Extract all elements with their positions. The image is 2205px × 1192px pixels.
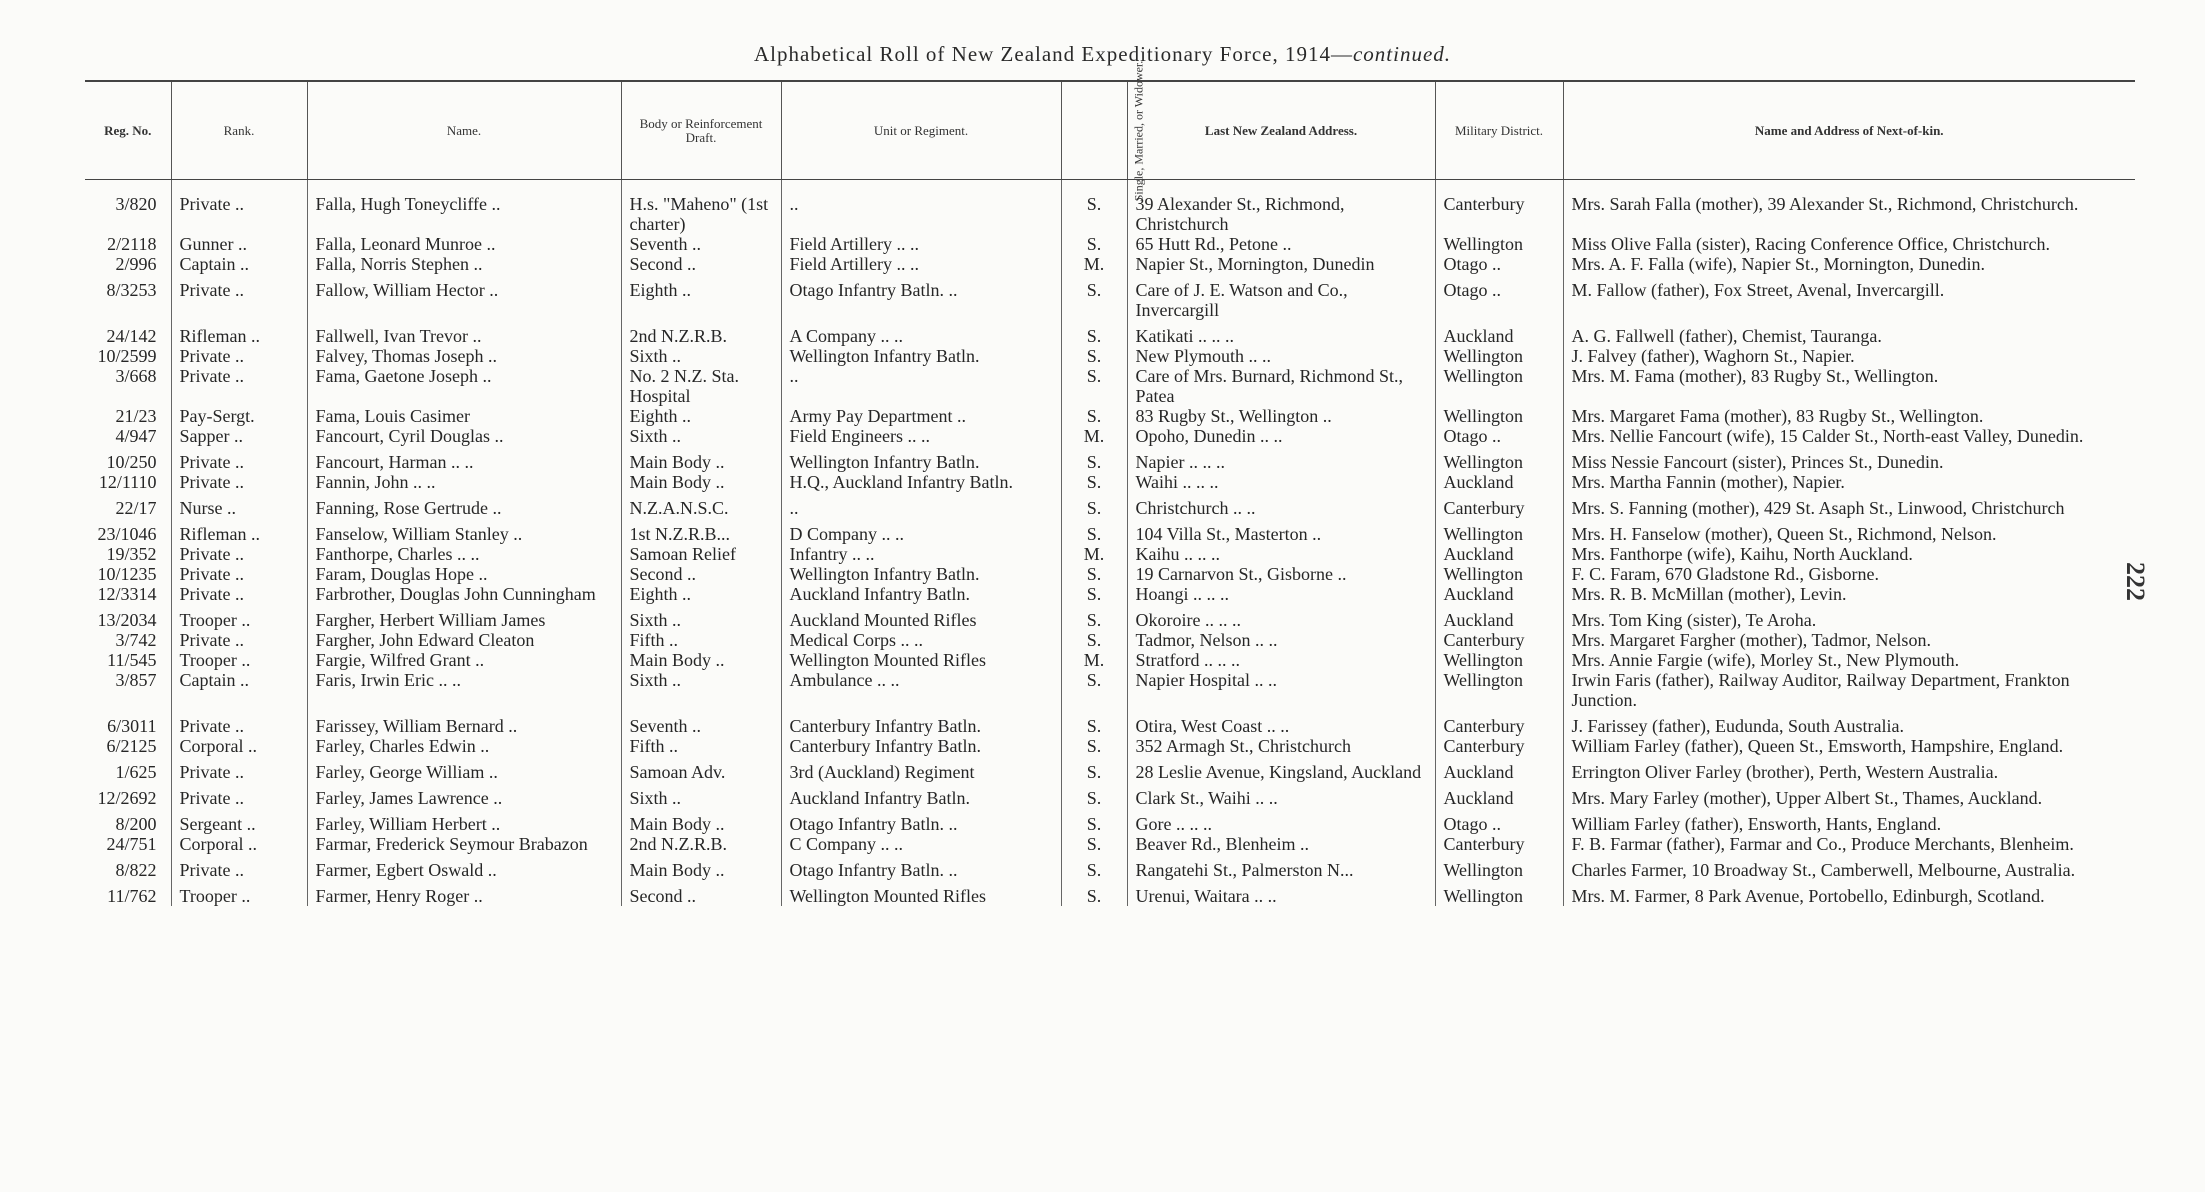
cell-next-of-kin: J. Farissey (father), Eudunda, South Australia. bbox=[1563, 710, 2135, 736]
cell-rank: Private .. bbox=[171, 756, 307, 782]
cell-address: Gore .. .. .. bbox=[1127, 808, 1435, 834]
cell-address: Napier .. .. .. bbox=[1127, 446, 1435, 472]
cell-unit: Infantry .. .. bbox=[781, 544, 1061, 564]
cell-name: Farbrother, Douglas John Cunningham bbox=[307, 584, 621, 604]
cell-rank: Private .. bbox=[171, 544, 307, 564]
table-row bbox=[85, 710, 2135, 736]
cell-status: M. bbox=[1061, 650, 1127, 670]
cell-rank: Trooper .. bbox=[171, 880, 307, 906]
cell-status: M. bbox=[1061, 254, 1127, 274]
cell-next-of-kin: F. C. Faram, 670 Gladstone Rd., Gisborne. bbox=[1563, 564, 2135, 584]
table-row bbox=[85, 630, 2135, 650]
cell-draft: H.s. "Maheno" (1st charter) bbox=[621, 180, 781, 235]
cell-name: Fargher, John Edward Cleaton bbox=[307, 630, 621, 650]
cell-district: Otago .. bbox=[1435, 254, 1563, 274]
cell-address: Care of Mrs. Burnard, Richmond St., Patea bbox=[1127, 366, 1435, 406]
cell-rank: Rifleman .. bbox=[171, 320, 307, 346]
cell-address: Christchurch .. .. bbox=[1127, 492, 1435, 518]
cell-name: Fallow, William Hector .. bbox=[307, 274, 621, 320]
cell-status: S. bbox=[1061, 472, 1127, 492]
cell-status: S. bbox=[1061, 584, 1127, 604]
cell-next-of-kin: Mrs. Sarah Falla (mother), 39 Alexander St., Richmond, Christchurch. bbox=[1563, 180, 2135, 235]
cell-draft: Sixth .. bbox=[621, 670, 781, 710]
cell-address: 83 Rugby St., Wellington .. bbox=[1127, 406, 1435, 426]
cell-draft: Fifth .. bbox=[621, 630, 781, 650]
cell-draft: Main Body .. bbox=[621, 854, 781, 880]
cell-name: Fama, Gaetone Joseph .. bbox=[307, 366, 621, 406]
header-row bbox=[85, 81, 2135, 180]
cell-address: Otira, West Coast .. .. bbox=[1127, 710, 1435, 736]
cell-name: Falla, Norris Stephen .. bbox=[307, 254, 621, 274]
cell-district: Wellington bbox=[1435, 366, 1563, 406]
cell-rank: Captain .. bbox=[171, 670, 307, 710]
cell-reg-no: 19/352 bbox=[106, 544, 157, 564]
table-row bbox=[85, 564, 2135, 584]
cell-district: Canterbury bbox=[1435, 736, 1563, 756]
cell-next-of-kin: Mrs. Margaret Fargher (mother), Tadmor, Nelson. bbox=[1563, 630, 2135, 650]
cell-rank: Trooper .. bbox=[171, 650, 307, 670]
cell-rank: Nurse .. bbox=[171, 492, 307, 518]
header-status-label: Single, Married, or Widower. bbox=[1130, 60, 1145, 201]
cell-next-of-kin: Charles Farmer, 10 Broadway St., Camberwell, Melbourne, Australia. bbox=[1563, 854, 2135, 880]
table-row bbox=[85, 584, 2135, 604]
cell-status: S. bbox=[1061, 782, 1127, 808]
cell-district: Auckland bbox=[1435, 584, 1563, 604]
cell-draft: Second .. bbox=[621, 564, 781, 584]
cell-address: Clark St., Waihi .. .. bbox=[1127, 782, 1435, 808]
cell-reg-no: 12/3314 bbox=[97, 584, 157, 604]
cell-reg-no: 4/947 bbox=[115, 426, 157, 446]
cell-status: S. bbox=[1061, 808, 1127, 834]
cell-draft: 1st N.Z.R.B... bbox=[621, 518, 781, 544]
cell-reg-no: 8/200 bbox=[115, 814, 157, 834]
table-row bbox=[85, 834, 2135, 854]
cell-status: S. bbox=[1061, 564, 1127, 584]
cell-next-of-kin: Mrs. Margaret Fama (mother), 83 Rugby St., Wellington. bbox=[1563, 406, 2135, 426]
cell-reg-no: 21/23 bbox=[115, 406, 157, 426]
cell-unit: .. bbox=[781, 492, 1061, 518]
cell-next-of-kin: Mrs. H. Fanselow (mother), Queen St., Richmond, Nelson. bbox=[1563, 518, 2135, 544]
cell-status: S. bbox=[1061, 446, 1127, 472]
cell-next-of-kin: Miss Nessie Fancourt (sister), Princes St., Dunedin. bbox=[1563, 446, 2135, 472]
table-row bbox=[85, 346, 2135, 366]
cell-next-of-kin: Mrs. Martha Fannin (mother), Napier. bbox=[1563, 472, 2135, 492]
cell-reg-no: 10/2599 bbox=[97, 346, 157, 366]
cell-unit: H.Q., Auckland Infantry Batln. bbox=[781, 472, 1061, 492]
table-row bbox=[85, 406, 2135, 426]
cell-address: Stratford .. .. .. bbox=[1127, 650, 1435, 670]
cell-rank: Rifleman .. bbox=[171, 518, 307, 544]
cell-district: Canterbury bbox=[1435, 834, 1563, 854]
page-title bbox=[0, 42, 2205, 67]
page-number: 222 bbox=[2121, 562, 2150, 601]
cell-draft: Eighth .. bbox=[621, 406, 781, 426]
cell-status: S. bbox=[1061, 320, 1127, 346]
cell-draft: Fifth .. bbox=[621, 736, 781, 756]
cell-draft: Seventh .. bbox=[621, 234, 781, 254]
cell-unit: 3rd (Auckland) Regiment bbox=[781, 756, 1061, 782]
cell-district: Wellington bbox=[1435, 854, 1563, 880]
cell-unit: Wellington Mounted Rifles bbox=[781, 650, 1061, 670]
cell-address: New Plymouth .. .. bbox=[1127, 346, 1435, 366]
cell-district: Wellington bbox=[1435, 446, 1563, 472]
cell-address: Okoroire .. .. .. bbox=[1127, 604, 1435, 630]
table-row bbox=[85, 854, 2135, 880]
cell-status: S. bbox=[1061, 366, 1127, 406]
table-row bbox=[85, 492, 2135, 518]
cell-name: Fanselow, William Stanley .. bbox=[307, 518, 621, 544]
cell-status: S. bbox=[1061, 492, 1127, 518]
cell-unit: Medical Corps .. .. bbox=[781, 630, 1061, 650]
table-row bbox=[85, 756, 2135, 782]
cell-draft: Sixth .. bbox=[621, 426, 781, 446]
cell-address: Napier Hospital .. .. bbox=[1127, 670, 1435, 710]
cell-unit: .. bbox=[781, 180, 1061, 235]
cell-rank: Sergeant .. bbox=[171, 808, 307, 834]
cell-district: Wellington bbox=[1435, 650, 1563, 670]
cell-unit: Canterbury Infantry Batln. bbox=[781, 736, 1061, 756]
cell-next-of-kin: Mrs. Tom King (sister), Te Aroha. bbox=[1563, 604, 2135, 630]
cell-status: S. bbox=[1061, 274, 1127, 320]
cell-draft: Main Body .. bbox=[621, 446, 781, 472]
cell-next-of-kin: Miss Olive Falla (sister), Racing Conference Office, Christchurch. bbox=[1563, 234, 2135, 254]
cell-draft: Eighth .. bbox=[621, 274, 781, 320]
cell-status: S. bbox=[1061, 756, 1127, 782]
header-reg: Reg. No. bbox=[85, 81, 171, 180]
cell-rank: Private .. bbox=[171, 782, 307, 808]
cell-unit: Otago Infantry Batln. .. bbox=[781, 854, 1061, 880]
table-row bbox=[85, 650, 2135, 670]
cell-address: Opoho, Dunedin .. .. bbox=[1127, 426, 1435, 446]
cell-district: Wellington bbox=[1435, 670, 1563, 710]
cell-district: Auckland bbox=[1435, 320, 1563, 346]
cell-reg-no: 8/3253 bbox=[106, 280, 157, 300]
header-kin: Name and Address of Next-of-kin. bbox=[1563, 81, 2135, 180]
cell-name: Farley, George William .. bbox=[307, 756, 621, 782]
cell-reg-no: 3/820 bbox=[115, 194, 157, 214]
table-row bbox=[85, 446, 2135, 472]
cell-district: Otago .. bbox=[1435, 808, 1563, 834]
cell-name: Fanning, Rose Gertrude .. bbox=[307, 492, 621, 518]
cell-status: S. bbox=[1061, 736, 1127, 756]
cell-status: S. bbox=[1061, 234, 1127, 254]
cell-draft: Sixth .. bbox=[621, 782, 781, 808]
cell-next-of-kin: J. Falvey (father), Waghorn St., Napier. bbox=[1563, 346, 2135, 366]
cell-district: Canterbury bbox=[1435, 710, 1563, 736]
cell-name: Farmer, Egbert Oswald .. bbox=[307, 854, 621, 880]
cell-next-of-kin: Mrs. Mary Farley (mother), Upper Albert St., Thames, Auckland. bbox=[1563, 782, 2135, 808]
cell-status: S. bbox=[1061, 834, 1127, 854]
roll-table bbox=[85, 60, 2135, 906]
cell-district: Otago .. bbox=[1435, 426, 1563, 446]
cell-draft: Samoan Adv. bbox=[621, 756, 781, 782]
cell-draft: Sixth .. bbox=[621, 604, 781, 630]
cell-rank: Sapper .. bbox=[171, 426, 307, 446]
header-district: Military District. bbox=[1435, 81, 1563, 180]
cell-draft: Second .. bbox=[621, 880, 781, 906]
cell-name: Farmer, Henry Roger .. bbox=[307, 880, 621, 906]
cell-reg-no: 12/1110 bbox=[98, 472, 157, 492]
roll-body bbox=[85, 180, 2135, 907]
cell-district: Auckland bbox=[1435, 544, 1563, 564]
cell-name: Farley, James Lawrence .. bbox=[307, 782, 621, 808]
cell-draft: N.Z.A.N.S.C. bbox=[621, 492, 781, 518]
cell-unit: Otago Infantry Batln. .. bbox=[781, 274, 1061, 320]
cell-draft: Eighth .. bbox=[621, 584, 781, 604]
cell-next-of-kin: Mrs. Annie Fargie (wife), Morley St., New Plymouth. bbox=[1563, 650, 2135, 670]
cell-rank: Private .. bbox=[171, 366, 307, 406]
cell-reg-no: 3/668 bbox=[115, 366, 157, 386]
cell-reg-no: 2/2118 bbox=[107, 234, 157, 254]
cell-district: Canterbury bbox=[1435, 180, 1563, 235]
cell-unit: Wellington Infantry Batln. bbox=[781, 346, 1061, 366]
cell-unit: .. bbox=[781, 366, 1061, 406]
table-row bbox=[85, 880, 2135, 906]
cell-draft: 2nd N.Z.R.B. bbox=[621, 320, 781, 346]
cell-district: Canterbury bbox=[1435, 492, 1563, 518]
cell-reg-no: 10/1235 bbox=[97, 564, 157, 584]
cell-draft: Main Body .. bbox=[621, 650, 781, 670]
cell-rank: Private .. bbox=[171, 710, 307, 736]
cell-unit: Otago Infantry Batln. .. bbox=[781, 808, 1061, 834]
table-row bbox=[85, 234, 2135, 254]
cell-address: 28 Leslie Avenue, Kingsland, Auckland bbox=[1127, 756, 1435, 782]
cell-next-of-kin: William Farley (father), Queen St., Emsworth, Hampshire, England. bbox=[1563, 736, 2135, 756]
cell-address: 39 Alexander St., Richmond, Christchurch bbox=[1127, 180, 1435, 235]
cell-reg-no: 3/857 bbox=[115, 670, 157, 690]
cell-address: Kaihu .. .. .. bbox=[1127, 544, 1435, 564]
table-row bbox=[85, 472, 2135, 492]
cell-reg-no: 2/996 bbox=[115, 254, 157, 274]
cell-status: S. bbox=[1061, 880, 1127, 906]
cell-status: S. bbox=[1061, 346, 1127, 366]
header-unit: Unit or Regiment. bbox=[781, 81, 1061, 180]
cell-district: Wellington bbox=[1435, 518, 1563, 544]
cell-next-of-kin: Mrs. S. Fanning (mother), 429 St. Asaph St., Linwood, Christchurch bbox=[1563, 492, 2135, 518]
cell-reg-no: 24/142 bbox=[106, 326, 157, 346]
cell-draft: 2nd N.Z.R.B. bbox=[621, 834, 781, 854]
cell-rank: Private .. bbox=[171, 630, 307, 650]
cell-draft: Seventh .. bbox=[621, 710, 781, 736]
cell-draft: Main Body .. bbox=[621, 808, 781, 834]
header-address: Last New Zealand Address. bbox=[1127, 81, 1435, 180]
cell-district: Wellington bbox=[1435, 234, 1563, 254]
cell-next-of-kin: Errington Oliver Farley (brother), Perth, Western Australia. bbox=[1563, 756, 2135, 782]
cell-unit: Canterbury Infantry Batln. bbox=[781, 710, 1061, 736]
table-row bbox=[85, 736, 2135, 756]
cell-next-of-kin: A. G. Fallwell (father), Chemist, Tauranga. bbox=[1563, 320, 2135, 346]
cell-address: Rangatehi St., Palmerston N... bbox=[1127, 854, 1435, 880]
table-row bbox=[85, 320, 2135, 346]
cell-unit: Auckland Infantry Batln. bbox=[781, 584, 1061, 604]
cell-status: S. bbox=[1061, 854, 1127, 880]
cell-name: Fancourt, Harman .. .. bbox=[307, 446, 621, 472]
cell-name: Falla, Hugh Toneycliffe .. bbox=[307, 180, 621, 235]
cell-reg-no: 1/625 bbox=[115, 762, 157, 782]
cell-reg-no: 3/742 bbox=[115, 630, 157, 650]
table-row bbox=[85, 254, 2135, 274]
cell-unit: Wellington Mounted Rifles bbox=[781, 880, 1061, 906]
cell-reg-no: 23/1046 bbox=[97, 524, 157, 544]
table-row bbox=[85, 544, 2135, 564]
table-row bbox=[85, 274, 2135, 320]
cell-district: Wellington bbox=[1435, 880, 1563, 906]
header-draft: Body or Reinforcement Draft. bbox=[621, 81, 781, 180]
cell-unit: A Company .. .. bbox=[781, 320, 1061, 346]
cell-unit: Army Pay Department .. bbox=[781, 406, 1061, 426]
table-row bbox=[85, 782, 2135, 808]
cell-rank: Private .. bbox=[171, 346, 307, 366]
cell-district: Auckland bbox=[1435, 756, 1563, 782]
cell-draft: Samoan Relief bbox=[621, 544, 781, 564]
cell-address: 65 Hutt Rd., Petone .. bbox=[1127, 234, 1435, 254]
cell-reg-no: 11/545 bbox=[107, 650, 157, 670]
cell-unit: Field Artillery .. .. bbox=[781, 254, 1061, 274]
cell-next-of-kin: Mrs. A. F. Falla (wife), Napier St., Mornington, Dunedin. bbox=[1563, 254, 2135, 274]
cell-rank: Gunner .. bbox=[171, 234, 307, 254]
cell-address: Tadmor, Nelson .. .. bbox=[1127, 630, 1435, 650]
cell-name: Faram, Douglas Hope .. bbox=[307, 564, 621, 584]
cell-address: Napier St., Mornington, Dunedin bbox=[1127, 254, 1435, 274]
cell-name: Fama, Louis Casimer bbox=[307, 406, 621, 426]
cell-name: Falla, Leonard Munroe .. bbox=[307, 234, 621, 254]
cell-draft: No. 2 N.Z. Sta. Hospital bbox=[621, 366, 781, 406]
cell-address: 104 Villa St., Masterton .. bbox=[1127, 518, 1435, 544]
cell-reg-no: 11/762 bbox=[107, 886, 157, 906]
cell-rank: Captain .. bbox=[171, 254, 307, 274]
table-row bbox=[85, 518, 2135, 544]
cell-reg-no: 6/3011 bbox=[107, 716, 157, 736]
cell-rank: Corporal .. bbox=[171, 736, 307, 756]
cell-status: M. bbox=[1061, 544, 1127, 564]
cell-district: Wellington bbox=[1435, 406, 1563, 426]
cell-rank: Private .. bbox=[171, 854, 307, 880]
cell-address: Care of J. E. Watson and Co., Invercargill bbox=[1127, 274, 1435, 320]
cell-next-of-kin: Mrs. M. Farmer, 8 Park Avenue, Portobello, Edinburgh, Scotland. bbox=[1563, 880, 2135, 906]
cell-unit: Ambulance .. .. bbox=[781, 670, 1061, 710]
cell-next-of-kin: William Farley (father), Ensworth, Hants, England. bbox=[1563, 808, 2135, 834]
cell-next-of-kin: Mrs. Nellie Fancourt (wife), 15 Calder St., North-east Valley, Dunedin. bbox=[1563, 426, 2135, 446]
cell-rank: Private .. bbox=[171, 584, 307, 604]
cell-name: Farmar, Frederick Seymour Brabazon bbox=[307, 834, 621, 854]
cell-reg-no: 13/2034 bbox=[97, 610, 157, 630]
cell-district: Auckland bbox=[1435, 782, 1563, 808]
cell-name: Farley, Charles Edwin .. bbox=[307, 736, 621, 756]
cell-next-of-kin: Mrs. M. Fama (mother), 83 Rugby St., Wellington. bbox=[1563, 366, 2135, 406]
cell-reg-no: 12/2692 bbox=[97, 788, 157, 808]
cell-name: Farissey, William Bernard .. bbox=[307, 710, 621, 736]
cell-reg-no: 8/822 bbox=[115, 860, 157, 880]
cell-status: S. bbox=[1061, 518, 1127, 544]
cell-status: S. bbox=[1061, 710, 1127, 736]
cell-next-of-kin: M. Fallow (father), Fox Street, Avenal, Invercargill. bbox=[1563, 274, 2135, 320]
cell-name: Fanthorpe, Charles .. .. bbox=[307, 544, 621, 564]
cell-status: S. bbox=[1061, 406, 1127, 426]
cell-rank: Trooper .. bbox=[171, 604, 307, 630]
cell-reg-no: 10/250 bbox=[106, 452, 157, 472]
cell-address: Katikati .. .. .. bbox=[1127, 320, 1435, 346]
cell-reg-no: 6/2125 bbox=[106, 736, 157, 756]
header-status bbox=[1061, 60, 1145, 201]
cell-status: S. bbox=[1061, 670, 1127, 710]
cell-district: Canterbury bbox=[1435, 630, 1563, 650]
cell-rank: Private .. bbox=[171, 446, 307, 472]
cell-rank: Corporal .. bbox=[171, 834, 307, 854]
cell-address: 19 Carnarvon St., Gisborne .. bbox=[1127, 564, 1435, 584]
cell-status: M. bbox=[1061, 426, 1127, 446]
cell-name: Fallwell, Ivan Trevor .. bbox=[307, 320, 621, 346]
cell-reg-no: 22/17 bbox=[115, 498, 157, 518]
cell-name: Faris, Irwin Eric .. .. bbox=[307, 670, 621, 710]
cell-status: S. bbox=[1061, 604, 1127, 630]
cell-rank: Pay-Sergt. bbox=[171, 406, 307, 426]
cell-next-of-kin: F. B. Farmar (father), Farmar and Co., Produce Merchants, Blenheim. bbox=[1563, 834, 2135, 854]
header-rank: Rank. bbox=[171, 81, 307, 180]
table-row bbox=[85, 180, 2135, 235]
cell-name: Fargher, Herbert William James bbox=[307, 604, 621, 630]
cell-address: Hoangi .. .. .. bbox=[1127, 584, 1435, 604]
cell-next-of-kin: Mrs. Fanthorpe (wife), Kaihu, North Auckland. bbox=[1563, 544, 2135, 564]
cell-draft: Second .. bbox=[621, 254, 781, 274]
table-row bbox=[85, 366, 2135, 406]
cell-unit: Wellington Infantry Batln. bbox=[781, 564, 1061, 584]
cell-unit: Field Artillery .. .. bbox=[781, 234, 1061, 254]
cell-name: Fannin, John .. .. bbox=[307, 472, 621, 492]
header-name: Name. bbox=[307, 81, 621, 180]
cell-name: Fargie, Wilfred Grant .. bbox=[307, 650, 621, 670]
cell-rank: Private .. bbox=[171, 180, 307, 235]
cell-address: 352 Armagh St., Christchurch bbox=[1127, 736, 1435, 756]
cell-district: Auckland bbox=[1435, 604, 1563, 630]
cell-address: Urenui, Waitara .. .. bbox=[1127, 880, 1435, 906]
cell-rank: Private .. bbox=[171, 274, 307, 320]
cell-status: S. bbox=[1061, 180, 1127, 235]
cell-next-of-kin: Irwin Faris (father), Railway Auditor, Railway Department, Frankton Junction. bbox=[1563, 670, 2135, 710]
cell-district: Wellington bbox=[1435, 346, 1563, 366]
table-row bbox=[85, 604, 2135, 630]
cell-unit: Auckland Mounted Rifles bbox=[781, 604, 1061, 630]
cell-address: Beaver Rd., Blenheim .. bbox=[1127, 834, 1435, 854]
table-row bbox=[85, 426, 2135, 446]
cell-district: Auckland bbox=[1435, 472, 1563, 492]
cell-reg-no: 24/751 bbox=[106, 834, 157, 854]
cell-name: Farley, William Herbert .. bbox=[307, 808, 621, 834]
table-row bbox=[85, 670, 2135, 710]
title-main: Alphabetical Roll of New Zealand Expeditionary Force, 1914— bbox=[753, 42, 1353, 66]
cell-draft: Sixth .. bbox=[621, 346, 781, 366]
cell-next-of-kin: Mrs. R. B. McMillan (mother), Levin. bbox=[1563, 584, 2135, 604]
cell-status: S. bbox=[1061, 630, 1127, 650]
cell-address: Waihi .. .. .. bbox=[1127, 472, 1435, 492]
table-row bbox=[85, 808, 2135, 834]
title-continued: continued. bbox=[1352, 42, 1452, 66]
cell-unit: Auckland Infantry Batln. bbox=[781, 782, 1061, 808]
cell-draft: Main Body .. bbox=[621, 472, 781, 492]
cell-name: Fancourt, Cyril Douglas .. bbox=[307, 426, 621, 446]
cell-unit: D Company .. .. bbox=[781, 518, 1061, 544]
cell-unit: Wellington Infantry Batln. bbox=[781, 446, 1061, 472]
cell-district: Otago .. bbox=[1435, 274, 1563, 320]
cell-rank: Private .. bbox=[171, 472, 307, 492]
cell-unit: C Company .. .. bbox=[781, 834, 1061, 854]
cell-unit: Field Engineers .. .. bbox=[781, 426, 1061, 446]
cell-district: Wellington bbox=[1435, 564, 1563, 584]
cell-rank: Private .. bbox=[171, 564, 307, 584]
cell-name: Falvey, Thomas Joseph .. bbox=[307, 346, 621, 366]
